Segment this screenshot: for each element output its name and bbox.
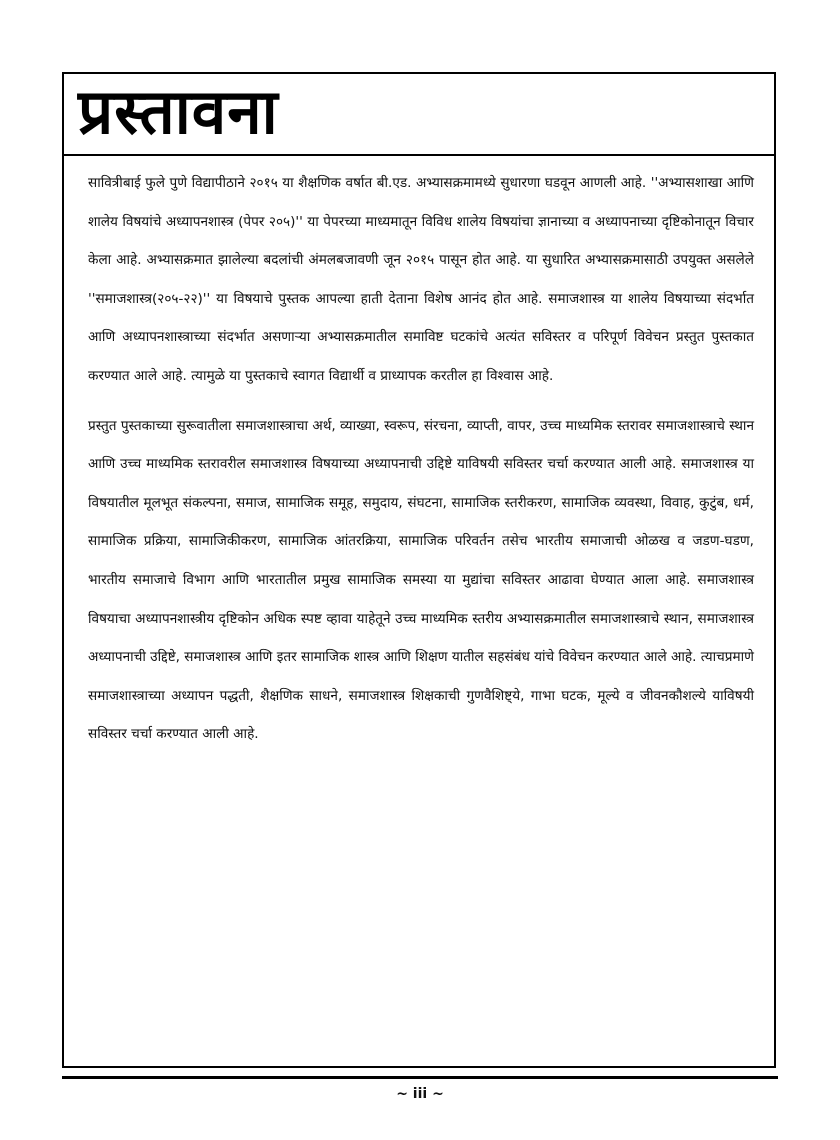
paragraph-2: प्रस्तुत पुस्तकाच्या सुरूवातीला समाजशास्त्राचा अर्थ, व्याख्या, स्वरूप, संरचना, व्याप्ती, वापर, उच्च माध्यमिक स्तरावर समाजशास्त्राचे स्थान आणि उच्च माध्यमिक स्तरावरील समाजशास्त्र विषयाच्या अध्यापनाची उद्दिष्टे याविषयी सविस्तर चर्चा करण्यात आली आहे. समाजशास्त्र या विषयातील मूलभूत संकल्पना, समाज, सामाजिक समूह, समुदाय, संघटना, सामाजिक स्तरीकरण, सामाजिक व्यवस्था, विवाह, कुटुंब, धर्म, सामाजिक प्रक्रिया, सामाजिकीकरण, सामाजिक आंतरक्रिया, सामाजिक परिवर्तन तसेच भारतीय समाजाची ओळख व जडण-घडण, भारतीय समाजाचे विभाग आणि भारतातील प्रमुख सामाजिक समस्या या मुद्यांचा सविस्तर आढावा घेण्यात आला आहे. समाजशास्त्र विषयाचा अध्यापनशास्त्रीय दृष्टिकोन अधिक स्पष्ट व्हावा याहेतूने उच्च माध्यमिक स्तरीय अभ्यासक्रमातील समाजशास्त्राचे स्थान, समाजशास्त्र अध्यापनाची उद्दिष्टे, समाजशास्त्र आणि इतर सामाजिक शास्त्र आणि शिक्षण यातील सहसंबंध यांचे विवेचन करण्यात आले आहे. त्याचप्रमाणे समाजशास्त्राच्या अध्यापन पद्धती, शैक्षणिक साधने, समाजशास्त्र शिक्षकाची गुणवैशिष्ट्ये, गाभा घटक, मूल्ये व जीवनकौशल्ये याविषयी सविस्तर चर्चा करण्यात आली आहे. bbox=[88, 417, 754, 743]
content-frame bbox=[62, 72, 776, 1068]
footer-divider bbox=[62, 1076, 778, 1079]
page-number: ~ iii ~ bbox=[396, 1086, 444, 1102]
body-text bbox=[88, 164, 754, 754]
heading-band bbox=[64, 74, 774, 156]
paragraph-1: सावित्रीबाई फुले पुणे विद्यापीठाने २०१५ या शैक्षणिक वर्षात बी.एड. अभ्यासक्रमामध्ये सुधारणा घडवून आणली आहे. ''अभ्यासशाखा आणि शालेय विषयांचे अध्यापनशास्त्र (पेपर २०५)'' या पेपरच्या माध्यमातून विविध शालेय विषयांचा ज्ञानाच्या व अध्यापनाच्या दृष्टिकोनातून विचार केला आहे. अभ्यासक्रमात झालेल्या बदलांची अंमलबजावणी जून २०१५ पासून होत आहे. या सुधारित अभ्यासक्रमासाठी उपयुक्त असलेले ''समाजशास्त्र(२०५-२२)'' या विषयाचे पुस्तक आपल्या हाती देताना विशेष आनंद होत आहे. समाजशास्त्र या शालेय विषयाच्या संदर्भात आणि अध्यापनशास्त्राच्या संदर्भात असणाऱ्या अभ्यासक्रमातील समाविष्ट घटकांचे अत्यंत सविस्तर व परिपूर्ण विवेचन प्रस्तुत पुस्तकात करण्यात आले आहे. त्यामुळे या पुस्तकाचे स्वागत विद्यार्थी व प्राध्यापक करतील हा विश्वास आहे. bbox=[88, 175, 754, 384]
page-title: प्रस्तावना bbox=[78, 75, 279, 148]
